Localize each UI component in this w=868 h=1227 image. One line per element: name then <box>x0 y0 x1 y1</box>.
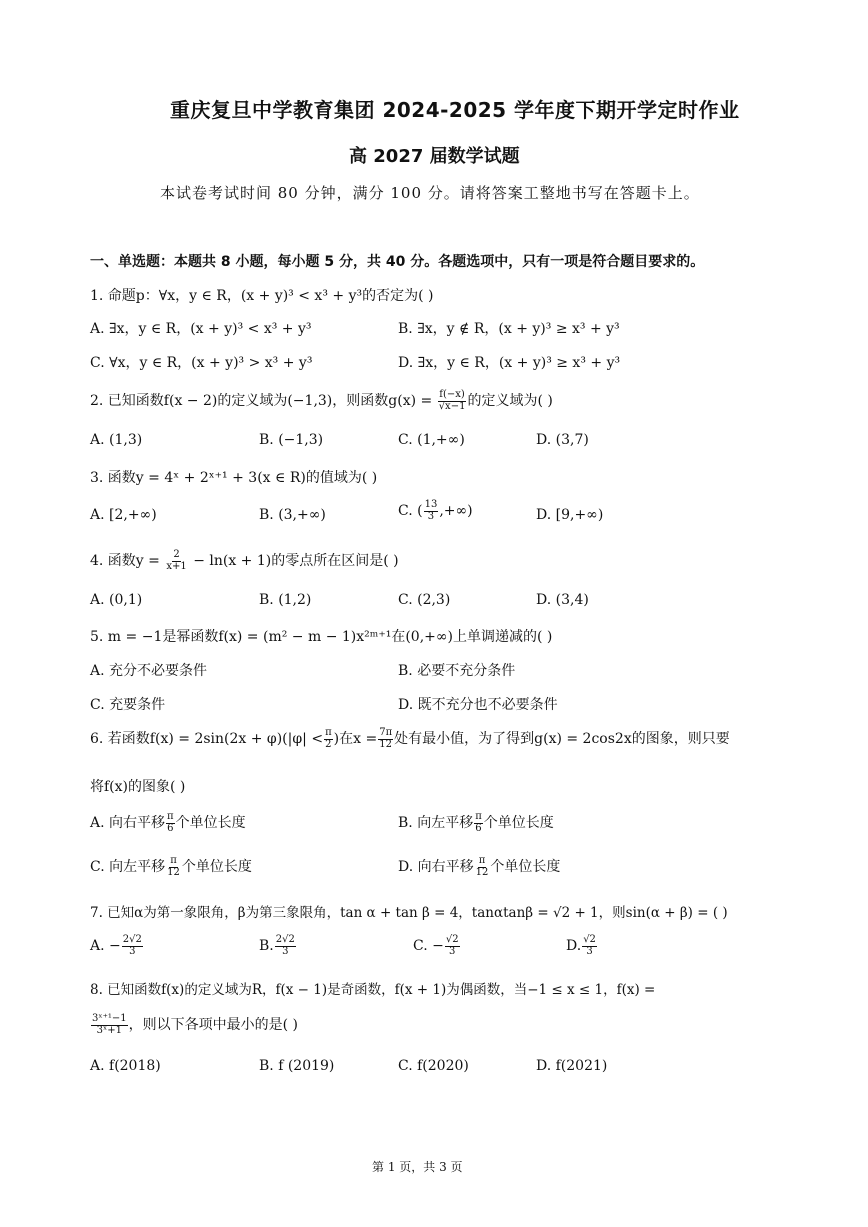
question-1-option-d: D. ∃x，y ∈ R，(x + y)³ ≥ x³ + y³ <box>398 355 621 371</box>
question-3-stem: 3. 函数y = 4ˣ + 2ˣ⁺¹ + 3(x ∈ R)的值域为( ) <box>90 470 378 486</box>
fraction-numerator: 7π <box>379 727 393 738</box>
question-8-option-d: D. f(2021) <box>536 1058 608 1074</box>
question-2-option-a: A. (1,3) <box>90 432 143 448</box>
question-8-option-c: C. f(2020) <box>398 1058 469 1074</box>
option-fraction <box>474 812 483 834</box>
option-pre: B. <box>259 938 274 954</box>
question-2-option-d: D. (3,7) <box>536 432 589 448</box>
option-fraction <box>166 856 181 878</box>
question-8-stem-line-2 <box>90 1014 298 1036</box>
fraction-denominator: 3 <box>586 945 593 957</box>
question-2-stem-pre: 2. 已知函数f(x − 2)的定义域为(−1,3)，则函数g(x) = <box>90 393 433 409</box>
question-4-option-c: C. (2,3) <box>398 592 451 608</box>
option-fraction <box>166 812 175 834</box>
question-2-fraction <box>438 390 467 412</box>
option-post: 个单位长度 <box>181 859 252 875</box>
question-7-stem: 7. 已知α为第一象限角，β为第三象限角，tan α + tan β = 4，tanαtanβ = √2 + 1，则sin(α + β) = ( ) <box>90 905 728 921</box>
question-4-stem-post: − ln(x + 1)的零点所在区间是( ) <box>193 553 399 569</box>
fraction-numerator: √2 <box>583 934 596 945</box>
question-8-post: ，则以下各项中最小的是( ) <box>128 1017 299 1033</box>
option-fraction <box>582 935 597 957</box>
question-1-option-c: C. ∀x，y ∈ R，(x + y)³ > x³ + y³ <box>90 355 313 371</box>
question-3-option-d: D. [9,+∞) <box>536 507 604 523</box>
fraction-numerator: 2√2 <box>122 934 142 945</box>
option-pre: B. 向左平移 <box>398 815 474 831</box>
page-title: 重庆复旦中学教育集团 2024-2025 学年度下期开学定时作业 <box>170 98 740 122</box>
option-pre: A. − <box>90 938 121 954</box>
question-5-stem: 5. m = −1是幂函数f(x) = (m² − m − 1)x²ᵐ⁺¹在(0,+∞)上单调递减的( ) <box>90 629 553 645</box>
fraction-denominator: 3 <box>427 510 435 522</box>
fraction-denominator: 6 <box>167 822 174 834</box>
question-7-option-d <box>566 935 598 957</box>
fraction-denominator: 12 <box>167 866 180 878</box>
fraction-denominator: x+1 <box>166 560 187 572</box>
question-7-option-b <box>259 935 297 957</box>
question-1-stem: 1. 命题p：∀x，y ∈ R，(x + y)³ < x³ + y³的否定为( ) <box>90 288 434 304</box>
fraction-numerator: π <box>167 811 174 822</box>
fraction-numerator: 3ˣ⁺¹−1 <box>92 1013 127 1024</box>
question-6-post: 处有最小值，为了得到g(x) = 2cos2x的图象，则只要 <box>394 731 730 747</box>
section-heading: 一、单选题：本题共 8 小题，每小题 5 分，共 40 分。各题选项中，只有一项是符合题目要求的。 <box>90 254 705 270</box>
question-6-stem-line-1 <box>90 728 730 750</box>
option-post: 个单位长度 <box>175 815 246 831</box>
page-subtitle: 高 2027 届数学试题 <box>349 146 520 167</box>
question-2-stem-post: 的定义域为( ) <box>467 393 553 409</box>
question-4-stem-pre: 4. 函数y = <box>90 553 160 569</box>
fraction-numerator: π <box>478 855 486 866</box>
option-fraction <box>122 935 143 957</box>
question-4-option-b: B. (1,2) <box>259 592 312 608</box>
question-6-mid: )在x = <box>333 731 378 747</box>
question-1-option-b: B. ∃x，y ∉ R，(x + y)³ ≥ x³ + y³ <box>398 321 620 337</box>
question-3-option-a: A. [2,+∞) <box>90 507 157 523</box>
fraction-numerator: π <box>325 727 332 738</box>
option-fraction <box>475 856 490 878</box>
question-3-option-b: B. (3,+∞) <box>259 507 326 523</box>
option-pre: A. 向右平移 <box>90 815 166 831</box>
question-5-option-d: D. 既不充分也不必要条件 <box>398 697 558 713</box>
fraction-denominator: 3 <box>282 945 289 957</box>
option-fraction <box>275 935 296 957</box>
fraction-denominator: 2 <box>325 738 332 750</box>
question-7-option-c <box>413 935 461 957</box>
question-7-option-a <box>90 935 144 957</box>
question-2-option-b: B. (−1,3) <box>259 432 324 448</box>
page-number: 第 1 页，共 3 页 <box>372 1160 463 1174</box>
fraction-denominator: 12 <box>475 866 489 878</box>
option-pre: C. − <box>413 938 444 954</box>
fraction-numerator: 2√2 <box>275 934 295 945</box>
fraction-numerator: √2 <box>445 934 459 945</box>
question-5-option-a: A. 充分不必要条件 <box>90 663 208 679</box>
option-c-post: ,+∞) <box>439 503 473 519</box>
question-1-option-a: A. ∃x，y ∈ R，(x + y)³ < x³ + y³ <box>90 321 312 337</box>
question-4-fraction <box>165 550 187 572</box>
fraction-denominator: 3 <box>129 945 136 957</box>
question-6-option-c <box>90 856 252 878</box>
option-fraction <box>445 935 460 957</box>
question-6-option-a <box>90 812 246 834</box>
question-6-stem-line-2: 将f(x)的图象( ) <box>90 779 186 795</box>
fraction-denominator: 6 <box>475 822 482 834</box>
exam-note: 本试卷考试时间 80 分钟，满分 100 分。请将答案工整地书写在答题卡上。 <box>160 184 700 202</box>
fraction-numerator: π <box>475 811 482 822</box>
option-c-pre: C. ( <box>398 503 423 519</box>
question-6-fraction-1 <box>324 728 333 750</box>
fraction-numerator: 2 <box>173 549 180 560</box>
question-6-option-d <box>398 856 560 878</box>
option-pre: C. 向左平移 <box>90 859 166 875</box>
question-8-option-b: B. f (2019) <box>259 1058 335 1074</box>
option-c-fraction <box>424 500 439 522</box>
fraction-denominator: 3ˣ+1 <box>96 1024 122 1036</box>
question-6-pre: 6. 若函数f(x) = 2sin(2x + φ)(|φ| < <box>90 731 324 747</box>
option-post: 个单位长度 <box>490 859 561 875</box>
question-4-stem <box>90 550 399 572</box>
question-8-fraction <box>91 1014 128 1036</box>
fraction-denominator: 3 <box>449 945 456 957</box>
question-6-fraction-2 <box>378 728 393 750</box>
option-pre: D. 向右平移 <box>398 859 474 875</box>
question-3-option-c <box>398 500 473 522</box>
question-8-stem-line-1: 8. 已知函数f(x)的定义域为R，f(x − 1)是奇函数，f(x + 1)为偶函数，当−1 ≤ x ≤ 1，f(x) = <box>90 982 656 998</box>
question-4-option-a: A. (0,1) <box>90 592 143 608</box>
fraction-numerator: π <box>170 855 177 866</box>
fraction-denominator: 12 <box>379 738 393 750</box>
question-6-option-b <box>398 812 554 834</box>
fraction-numerator: 13 <box>424 499 438 510</box>
question-2-option-c: C. (1,+∞) <box>398 432 465 448</box>
fraction-denominator: √x−1 <box>438 400 466 412</box>
question-5-option-b: B. 必要不充分条件 <box>398 663 516 679</box>
option-post: 个单位长度 <box>483 815 554 831</box>
question-5-option-c: C. 充要条件 <box>90 697 166 713</box>
fraction-numerator: f(−x) <box>439 389 465 400</box>
option-pre: D. <box>566 938 582 954</box>
question-4-option-d: D. (3,4) <box>536 592 589 608</box>
question-2-stem <box>90 390 553 412</box>
question-8-option-a: A. f(2018) <box>90 1058 161 1074</box>
